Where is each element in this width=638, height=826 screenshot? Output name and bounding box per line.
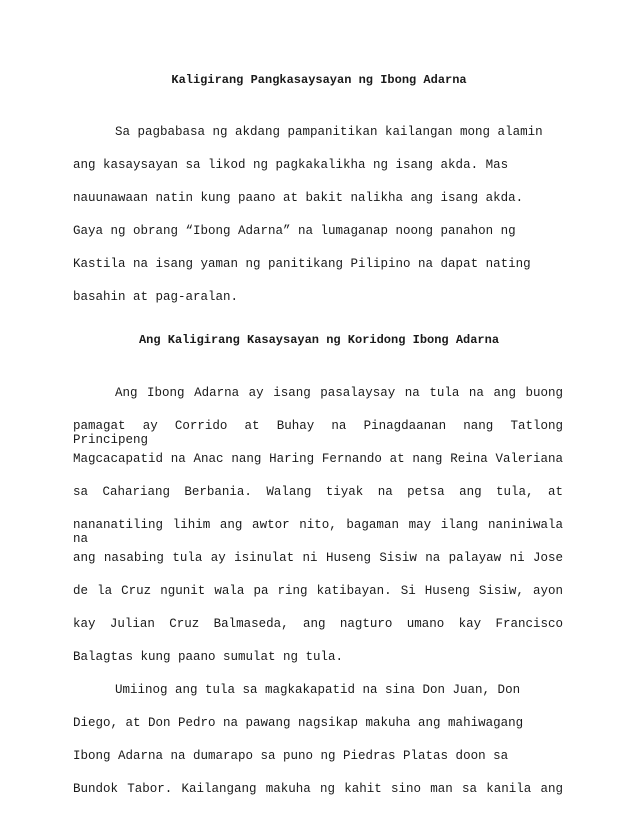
paragraph-1-line-5: Kastila na isang yaman ng panitikang Pilipino na dapat nating <box>73 257 531 271</box>
paragraph-2-line-8: kay Julian Cruz Balmaseda, ang nagturo umano kay Francisco <box>73 617 563 631</box>
paragraph-3-line-1: Umiinog ang tula sa magkakapatid na sina Don Juan, Don <box>115 683 521 697</box>
paragraph-3-line-2: Diego, at Don Pedro na pawang nagsikap makuha ang mahiwagang <box>73 716 524 730</box>
paragraph-1-line-3: nauunawaan natin kung paano at bakit nalikha ang isang akda. <box>73 191 524 205</box>
section-heading: Ang Kaligirang Kasaysayan ng Koridong Ibong Adarna <box>138 333 500 347</box>
paragraph-2-line-1: Ang Ibong Adarna ay isang pasalaysay na tula na ang buong <box>115 386 563 400</box>
paragraph-2-line-4: sa Cahariang Berbania. Walang tiyak na petsa ang tula, at <box>73 485 563 499</box>
paragraph-2-line-6: ang nasabing tula ay isinulat ni Huseng Sisiw na palayaw ni Jose <box>73 551 563 565</box>
paragraph-2-line-3: Magcacapatid na Anac nang Haring Fernando at nang Reina Valeriana <box>73 452 563 466</box>
paragraph-2-line-2: pamagat ay Corrido at Buhay na Pinagdaanan nang Tatlong Principeng <box>73 419 563 447</box>
paragraph-1-line-4: Gaya ng obrang “Ibong Adarna” na lumaganap noong panahon ng <box>73 224 516 238</box>
document-title: Kaligirang Pangkasaysayan ng Ibong Adarna <box>171 73 467 87</box>
paragraph-2-line-7: de la Cruz ngunit wala pa ring katibayan. Si Huseng Sisiw, ayon <box>73 584 563 598</box>
paragraph-2-line-5: nananatiling lihim ang awtor nito, bagaman may ilang naniniwala na <box>73 518 563 546</box>
paragraph-2-line-9: Balagtas kung paano sumulat ng tula. <box>73 650 344 664</box>
paragraph-3-line-4: Bundok Tabor. Kailangang makuha ng kahit sino man sa kanila ang <box>73 782 563 796</box>
paragraph-1-line-1: Sa pagbabasa ng akdang pampanitikan kailangan mong alamin <box>115 125 543 139</box>
paragraph-1-line-2: ang kasaysayan sa likod ng pagkakalikha ng isang akda. Mas <box>73 158 509 172</box>
paragraph-1-line-6: basahin at pag-aralan. <box>73 290 239 304</box>
paragraph-3-line-3: Ibong Adarna na dumarapo sa puno ng Piedras Platas doon sa <box>73 749 509 763</box>
